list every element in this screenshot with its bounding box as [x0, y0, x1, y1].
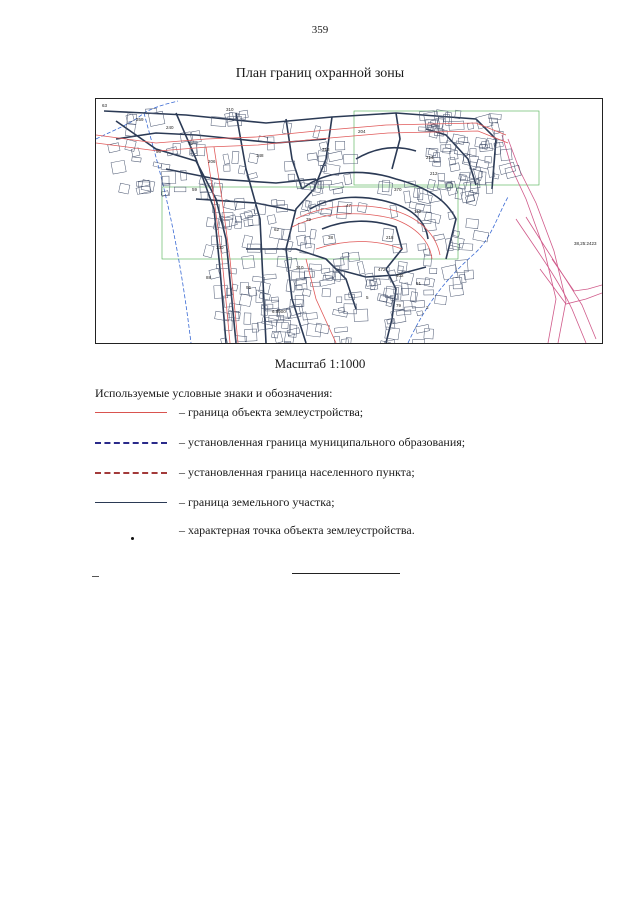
parcel-lot: [238, 166, 245, 174]
parcel-lot: [320, 278, 335, 286]
parcel-lot: [458, 137, 468, 143]
parcel-lot: [466, 219, 479, 229]
parcel-lot: [232, 151, 239, 164]
parcel-lot: [354, 309, 368, 322]
parcel-lot: [402, 283, 409, 295]
parcel-lot: [429, 268, 436, 274]
parcel-lot: [333, 309, 348, 317]
parcel-lot: [174, 187, 186, 192]
parcel-lot: [397, 310, 412, 315]
map-label: 56: [156, 149, 162, 154]
parcel-lot: [398, 266, 404, 273]
parcel-lot: [244, 209, 255, 218]
parcel-lot: [459, 243, 473, 250]
legend-title: Используемые условные знаки и обозначения:: [95, 386, 333, 400]
map-label: 218: [386, 235, 394, 240]
parcel-lot: [424, 329, 434, 339]
legend-item-characteristic-point: [95, 524, 595, 538]
legend-item-settlement-boundary: [95, 466, 595, 480]
map-label: 3: [426, 305, 429, 310]
characteristic-point-icon: [131, 537, 134, 540]
parcel-lot: [473, 230, 489, 242]
map-label: 204: [358, 129, 366, 134]
parcel-lot: [438, 173, 445, 180]
parcel-lot: [242, 255, 255, 268]
legend-item-label: – установленная граница населенного пункта;: [179, 465, 415, 479]
map-label: 59: [192, 187, 198, 192]
page-number: 359: [311, 24, 329, 36]
parcel-lot: [444, 114, 450, 121]
parcel-lot: [322, 288, 331, 297]
parcel-lot: [370, 279, 381, 287]
municipal-boundary-sample: [95, 442, 167, 444]
map-label: 5: [366, 295, 369, 300]
map-label: 313: [322, 147, 330, 152]
parcel-lot: [427, 179, 435, 190]
parcel-lot: [108, 143, 120, 153]
parcel-lot: [417, 311, 423, 316]
map-label: 206: [208, 159, 216, 164]
parcel-lot: [342, 339, 349, 343]
legend-item-label: – граница земельного участка;: [179, 495, 335, 509]
parcel-lot: [247, 244, 260, 252]
object-boundary-lines: [96, 123, 508, 343]
map-label: 38,25:2423: [574, 241, 597, 246]
parcel-lot: [404, 191, 411, 203]
parcel-lots: [108, 109, 521, 343]
settlement-boundary-sample: [95, 472, 167, 474]
map-label: 212: [430, 171, 438, 176]
parcel-lot: [378, 181, 393, 195]
parcel-lot: [111, 160, 126, 174]
parcel-lot: [306, 324, 321, 337]
parcel-lot: [334, 258, 345, 266]
parcel-lot: [125, 140, 136, 152]
parcel-lot: [328, 151, 343, 162]
parcel-lot: [223, 154, 230, 164]
municipal-boundary-line: [144, 113, 191, 343]
parcel-lot: [228, 116, 242, 126]
map-label: 130: [216, 245, 224, 250]
map-label: 63: [102, 103, 108, 108]
map-label: 310: [296, 265, 304, 270]
parcel-lot: [413, 188, 419, 198]
parcel-lot: [131, 148, 140, 157]
parcel-lot: [447, 183, 453, 188]
parcel-lot: [405, 307, 416, 312]
parcel-lot: [449, 121, 464, 130]
parcel-lot: [288, 174, 295, 180]
parcel-lot: [224, 165, 230, 171]
parcel-lot: [435, 295, 447, 305]
settlement-boundary-line: [502, 135, 556, 343]
map-label: 370: [394, 187, 402, 192]
parcel-lot: [344, 174, 352, 185]
parcel-lot: [455, 188, 463, 199]
parcel-lot: [307, 153, 317, 161]
parcel-lot: [337, 297, 342, 303]
parcel-lot: [201, 192, 208, 199]
map-label: 148: [256, 153, 264, 158]
legend-item-municipal-boundary: [95, 436, 595, 450]
parcel-lot: [313, 126, 321, 138]
parcel-boundaries: [104, 111, 496, 343]
map-label: 472: [378, 267, 386, 272]
parcel-lot: [119, 183, 130, 194]
legend-item-parcel-boundary: [95, 496, 595, 510]
parcel-lot: [418, 193, 432, 204]
map-label: 72: [188, 141, 194, 146]
parcel-lot: [449, 284, 464, 297]
map-label: 62: [274, 227, 280, 232]
parcel-lot: [344, 154, 358, 164]
parcel-lot: [459, 174, 466, 180]
survey-frame-lower: [162, 187, 458, 259]
parcel-lot: [267, 215, 276, 225]
parcel-lot: [423, 255, 431, 267]
parcel-lot: [271, 297, 278, 303]
parcel-lot: [424, 290, 434, 295]
parcel-lot: [453, 231, 460, 237]
parcel-lot: [302, 289, 311, 297]
parcel-lot: [459, 274, 466, 283]
map-label: 214: [426, 155, 434, 160]
map-label: 51: [416, 281, 422, 286]
parcel-lot: [386, 298, 393, 307]
parcel-boundary-sample: [95, 502, 167, 503]
parcel-lot: [473, 167, 482, 179]
parcel-lot: [467, 123, 474, 130]
parcel-lot: [475, 137, 487, 148]
parcel-lot: [466, 192, 479, 206]
parcel-lot: [153, 162, 162, 168]
legend-item-label: – характерная точка объекта землеустройства.: [179, 523, 415, 537]
parcel-lot: [221, 338, 229, 343]
map-label: 79: [396, 303, 402, 308]
parcel-lot: [259, 293, 270, 300]
parcel-lot: [259, 282, 271, 294]
parcel-lot: [310, 229, 317, 239]
map-label: 47: [346, 203, 352, 208]
parcel-lot: [329, 182, 344, 190]
scale-caption: Масштаб 1:1000: [274, 356, 366, 371]
map-label: 402: [396, 273, 404, 278]
cadastral-map: [95, 98, 603, 344]
parcel-lot: [203, 245, 214, 258]
parcel-lot: [455, 260, 468, 273]
settlement-boundary-line: [526, 217, 596, 339]
map-label: 88: [206, 275, 212, 280]
parcel-lot: [244, 313, 251, 324]
map-label: 240: [166, 125, 174, 130]
signature-line: [292, 573, 400, 574]
map-label: 359: [136, 117, 144, 122]
map-label: 38: [328, 235, 334, 240]
parcel-lot: [125, 123, 135, 136]
parcel-lot: [335, 327, 348, 333]
cadastral-map-drawing: [96, 99, 602, 343]
parcel-lot: [132, 157, 142, 162]
map-label: 310: [226, 107, 234, 112]
parcel-lot: [271, 200, 277, 206]
parcel-lot: [357, 261, 365, 274]
parcel-lot: [413, 339, 425, 343]
legend-item-label: – граница объекта землеустройства;: [179, 405, 364, 419]
map-label: 39: [306, 217, 312, 222]
parcel-lot: [335, 141, 345, 150]
parcel-lot: [309, 264, 321, 271]
parcel-lot: [141, 180, 155, 192]
footer-mark: [92, 576, 99, 577]
parcel-lot: [161, 171, 176, 184]
map-label: 6:0000: [272, 309, 286, 314]
page-title: План границ охранной зоны: [235, 66, 405, 81]
parcel-lot: [499, 162, 516, 174]
parcel-lot: [412, 300, 425, 308]
map-label: 112: [414, 209, 422, 214]
parcel-lot: [199, 178, 213, 187]
parcel-lot: [282, 322, 289, 328]
parcel-lot: [239, 294, 252, 307]
parcel-lot: [303, 313, 318, 321]
parcel-lot: [434, 234, 445, 241]
parcel-lot: [348, 252, 359, 262]
settlement-boundary-line: [508, 139, 566, 343]
parcel-lot: [298, 223, 305, 232]
map-label: 95: [246, 285, 252, 290]
legend-item-object-boundary: [95, 406, 595, 420]
parcel-lot: [357, 203, 367, 213]
legend-item-label: – установленная граница муниципального образования;: [179, 435, 466, 449]
parcel-lot: [424, 212, 440, 224]
object-boundary-sample: [95, 412, 167, 413]
parcel-lot: [277, 256, 292, 268]
parcel-lot: [476, 159, 489, 169]
